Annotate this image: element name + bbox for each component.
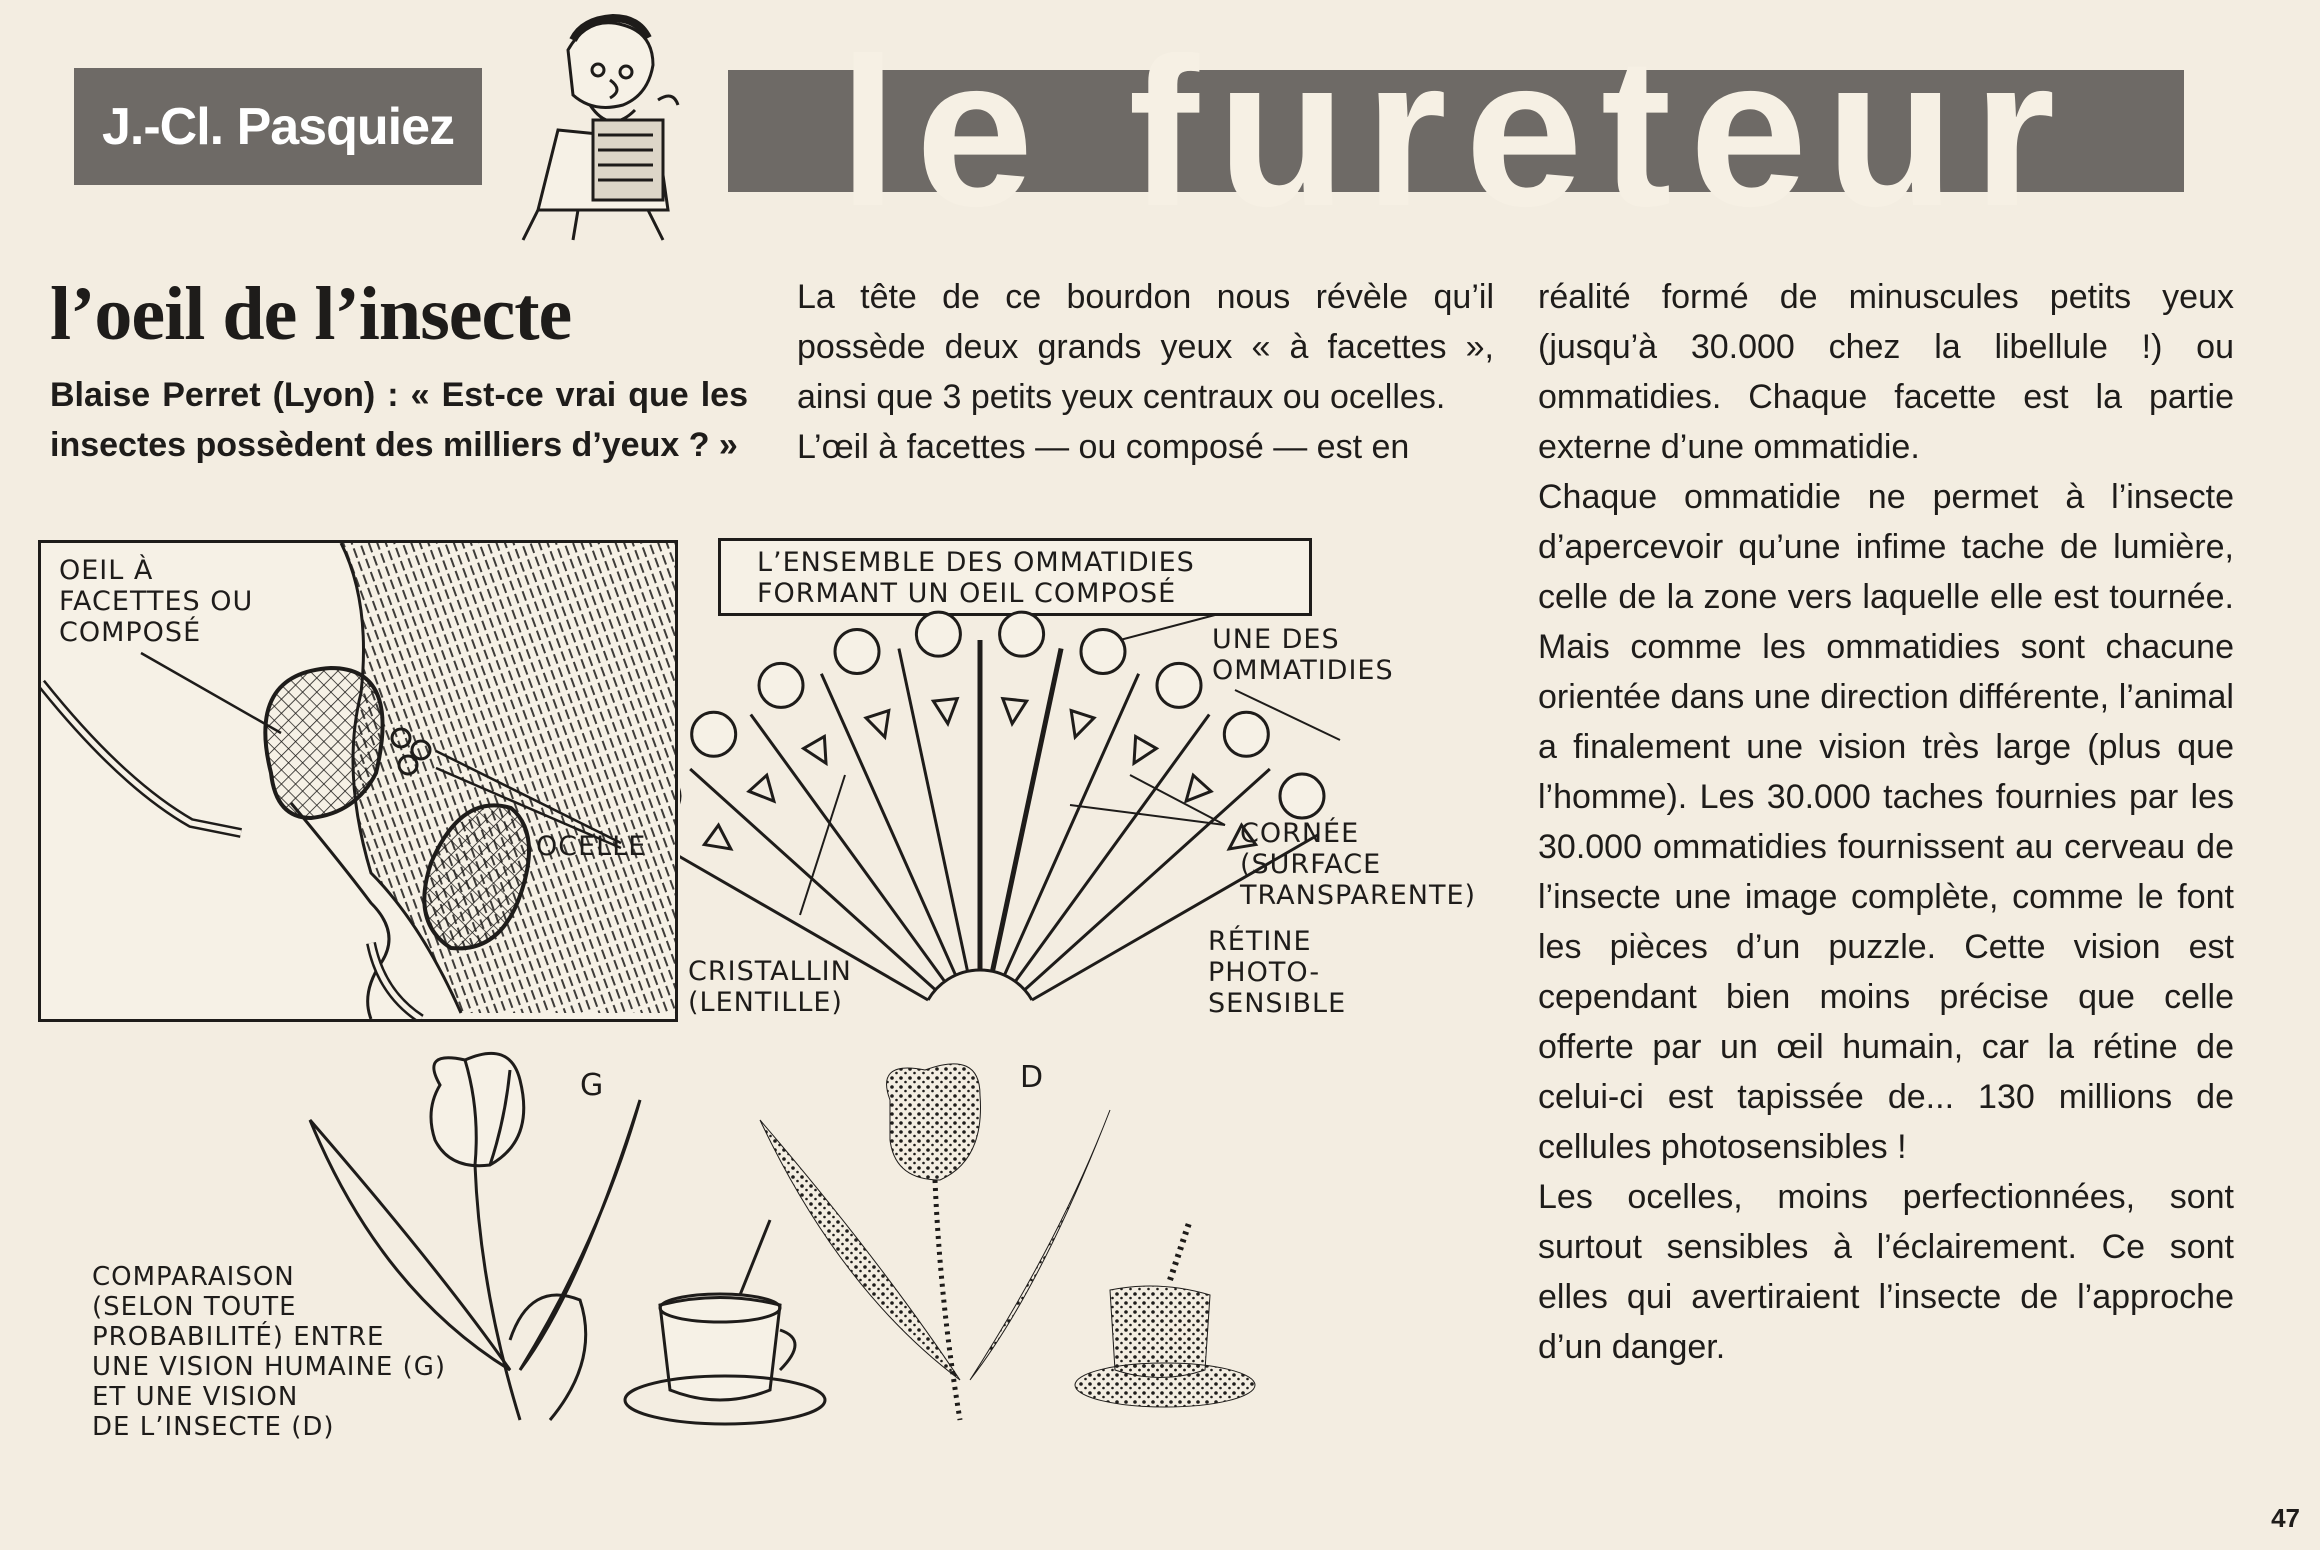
label-one-ommatidium: UNE DES OMMATIDIES [1212,624,1394,686]
tulip-insect-vision [760,1060,1255,1420]
cornea-facet [1280,774,1324,818]
label-compound-eye: OEIL À FACETTES OU COMPOSÉ [59,555,254,648]
bumblebee-head-figure [38,540,678,1022]
paragraph: réalité formé de minuscules petits yeux (jusqu’à 30.000 chez la libellule !) ou ommatidies. Chaque facette est la partie externe d’une ommatidie. [1538,278,2234,466]
crystalline-lens [749,775,774,801]
reader-question: Blaise Perret (Lyon) : « Est-ce vrai que les insectes possèdent des milliers d’yeux ? » [50,376,748,464]
ommatidia-diagram-title: L’ENSEMBLE DES OMMATIDIES FORMANT UN OEIL COMPOSÉ [718,538,1312,616]
cornea-facet [835,629,879,673]
crystalline-lens [1134,736,1156,763]
cornea-facet [1081,629,1125,673]
crystalline-lens [1071,711,1094,738]
leader-line [1120,615,1215,640]
crystalline-lens [866,711,889,738]
crystalline-lens [933,699,957,724]
paragraph: L’œil à facettes — ou composé — est en [797,428,1410,466]
fan-base-arc [928,970,1032,1000]
label-g: G [580,1068,605,1103]
cornea-facet [1000,612,1044,656]
leader-line [1130,775,1225,825]
article-title: l’oeil de l’insecte [50,272,572,356]
body-column-1 [797,272,1494,472]
paragraph: Chaque ommatidie ne permet à l’insecte d’apercevoir qu’une infime tache de lumière, celle de la zone vers laquelle elle est tournée. Mais comme les ommatidies sont chacune orientée dans une direction différente, l’animal a finalement une vision très large (plus que l’homme). Les 30.000 taches fournies par les 30.000 ommatidies fournissent au cerveau de l’insecte une image complète, comme le font les pièces d’un puzzle. Cette vision est cependant bien moins précise que celle offerte par un œil humain, car la rétine de celui-ci est tapissée de... 130 millions de cellules photosensibles ! [1538,478,2234,1166]
crystalline-lens [1186,775,1211,801]
crystalline-lens [804,736,826,763]
label-ocelle: OCELLE [536,831,647,862]
cornea-facet [1157,663,1201,707]
crystalline-lens [704,825,730,849]
paragraph: La tête de ce bourdon nous révèle qu’il possède deux grands yeux « à facettes », ainsi que 3 petits yeux centraux ou ocelles. [797,278,1494,416]
comparison-caption: COMPARAISON (SELON TOUTE PROBABILITÉ) ENTRE UNE VISION HUMAINE (G) ET UNE VISION DE L’INSECTE (D) [92,1262,447,1442]
cornea-facet [916,612,960,656]
crystalline-lens [1003,699,1027,724]
cornea-facet [692,712,736,756]
body-column-2 [1538,272,2234,1372]
paragraph: Les ocelles, moins perfectionnées, sont surtout sensibles à l’éclairement. Ce sont elles qui avertiraient l’insecte de l’approche d’un danger. [1538,1178,2234,1366]
label-cornea: CORNÉE (SURFACE TRANSPARENTE) [1240,818,1477,911]
column-title: le fureteur [838,52,2074,212]
fureteur-mascot-illustration [498,10,708,245]
leader-line [800,775,845,915]
author-name: J.-Cl. Pasquiez [74,68,482,185]
label-lens: CRISTALLIN (LENTILLE) [688,956,852,1018]
page-number: 47 [2271,1503,2300,1533]
cornea-facet [759,663,803,707]
label-retina: RÉTINE PHOTO- SENSIBLE [1208,926,1347,1019]
label-d: D [1020,1060,1045,1095]
cornea-facet [1224,712,1268,756]
leader-line [1070,805,1225,825]
